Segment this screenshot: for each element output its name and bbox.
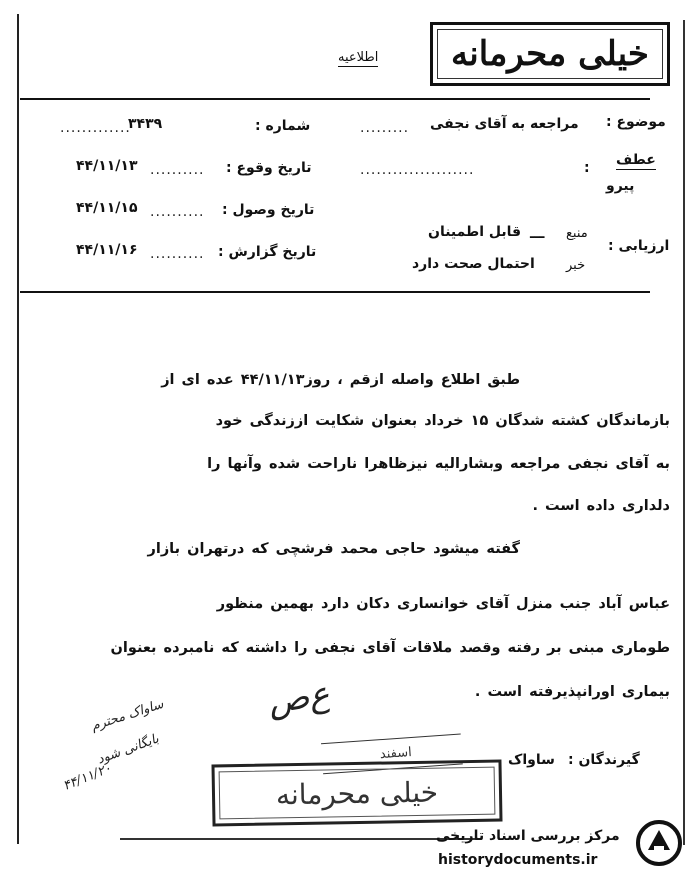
bottom-classification-stamp xyxy=(211,759,502,826)
report-date-dots: .......... xyxy=(150,246,205,262)
doc-type-label: اطلاعیه xyxy=(338,50,379,65)
receipt-date-label: تاریخ وصول : xyxy=(222,202,315,218)
classification-stamp xyxy=(430,22,670,86)
watermark-url: historydocuments.ir xyxy=(438,852,598,868)
subject-label: موضوع : xyxy=(606,114,666,130)
number-dots: ............. xyxy=(60,120,131,136)
occurrence-date-label: تاریخ وقوع : xyxy=(226,160,312,176)
body-line-5: گفته میشود حاجی محمد فرشچی که درتهران بازار xyxy=(147,541,520,557)
report-date-label: تاریخ گزارش : xyxy=(218,244,317,260)
recipients-label: گیرندگان : xyxy=(568,752,640,768)
number-label: شماره : xyxy=(255,118,311,134)
source-value: قابل اطمینان xyxy=(428,224,522,240)
handwritten-note-1: ساواک محترم xyxy=(89,696,166,735)
body-line-1: طبق اطلاع واصله ازقم ، روز۴۴/۱۱/۱۳ عده ای از xyxy=(161,372,520,388)
evaluation-label: ارزیابی : xyxy=(608,238,670,254)
subject-dots: ......... xyxy=(360,120,410,136)
source-label: منبع xyxy=(566,226,588,241)
body-line-7: طوماری مبنی بر رفته وقصد ملاقات آقای نجفی را داشته که نامبرده بعنوان xyxy=(110,640,670,656)
watermark-title: مرکز بررسی اسناد تاریخی xyxy=(436,828,620,844)
handwritten-note-3: ۴۴/۱۱/۲۰ xyxy=(61,761,114,794)
reference-dots: ..................... xyxy=(360,162,475,178)
body-line-3: به آقای نجفی مراجعه وبشارالیه نیزظاهرا ناراحت شده وآنها را xyxy=(207,456,670,472)
reference-label: عطف xyxy=(616,152,656,168)
classification-text: خیلی محرمانه xyxy=(451,34,649,74)
left-border xyxy=(17,14,19,844)
bottom-stamp-text: خیلی محرمانه xyxy=(275,775,439,811)
signature-mark: ع‌ص xyxy=(265,673,332,723)
header-divider xyxy=(20,98,650,100)
report-date-value: ۴۴/۱۱/۱۶ xyxy=(76,242,138,258)
right-border xyxy=(683,20,685,845)
news-value: احتمال صحت دارد xyxy=(412,256,535,272)
body-line-4: دلداری داده است . xyxy=(532,498,670,514)
recipients-value: ساواک xyxy=(508,752,555,768)
number-value: ۳۴۳۹ xyxy=(128,116,163,132)
receipt-date-value: ۴۴/۱۱/۱۵ xyxy=(76,200,138,216)
news-label: خبر xyxy=(566,258,586,273)
occurrence-date-dots: .......... xyxy=(150,162,205,178)
bottom-border xyxy=(120,838,480,840)
source-dash: ـــ xyxy=(530,226,545,242)
body-line-2: بازماندگان کشته شدگان ۱۵ خرداد بعنوان شکایت اززندگی خود xyxy=(215,413,670,429)
date-stamp-text: اسفند xyxy=(379,744,413,763)
body-line-6: عباس آباد جنب منزل آقای خوانساری دکان دارد بهمین منظور xyxy=(216,596,670,612)
archive-logo-icon xyxy=(636,820,682,866)
followup-label: پیرو xyxy=(606,178,635,194)
reference-colon: : xyxy=(584,160,590,176)
occurrence-date-value: ۴۴/۱۱/۱۳ xyxy=(76,158,138,174)
subject-value: مراجعه به آقای نجفی xyxy=(430,116,579,132)
fields-divider xyxy=(20,291,650,293)
handwritten-note-2: بایگانی شود xyxy=(95,731,161,768)
body-line-8: بیماری اورانپذیرفته است . xyxy=(474,684,670,700)
receipt-date-dots: .......... xyxy=(150,204,205,220)
